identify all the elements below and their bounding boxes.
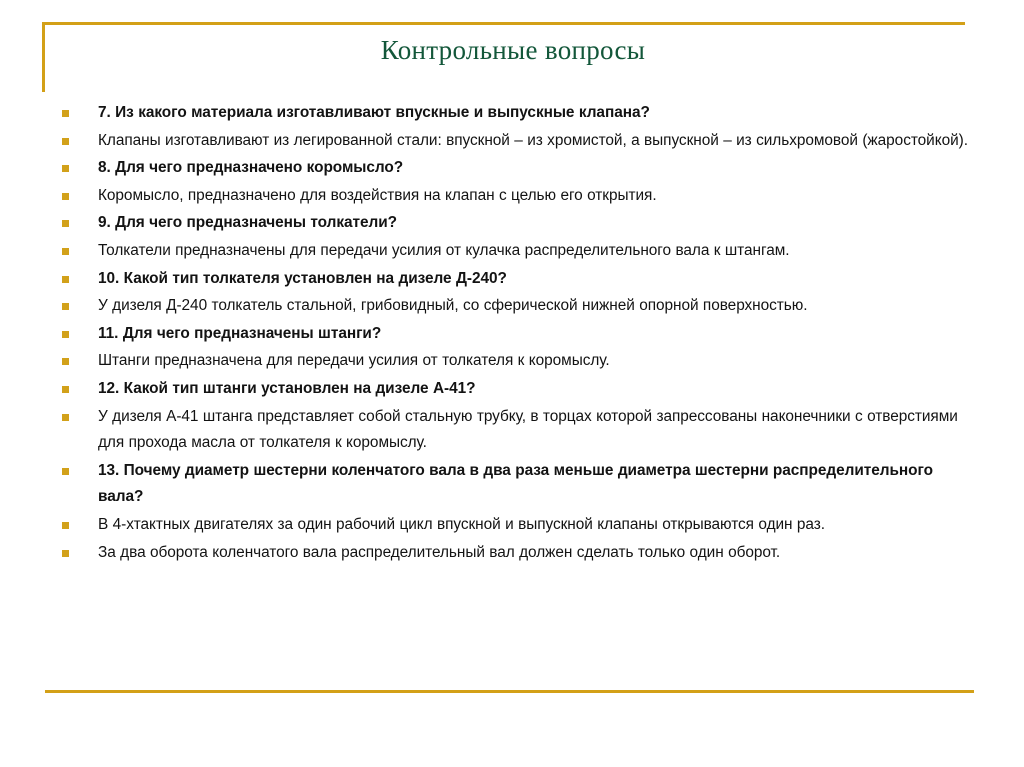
bullet-text: У дизеля Д-240 толкатель стальной, грибовидный, со сферической нижней опорной поверхностью.: [98, 297, 808, 315]
square-bullet-icon: [62, 138, 69, 145]
answer-item: [58, 540, 968, 567]
question-item: [58, 100, 968, 127]
answer-item: [58, 183, 968, 210]
square-bullet-icon: [62, 276, 69, 283]
answer-item: [58, 348, 968, 375]
bullet-text: Клапаны изготавливают из легированной стали: впускной – из хромистой, а выпускной – из сильхромовой (жаростойкой).: [98, 131, 968, 149]
square-bullet-icon: [62, 414, 69, 421]
square-bullet-icon: [62, 522, 69, 529]
bullet-text: За два оборота коленчатого вала распределительный вал должен сделать только один оборот.: [98, 543, 781, 561]
bullet-text: Штанги предназначена для передачи усилия от толкателя к коромыслу.: [98, 352, 610, 370]
square-bullet-icon: [62, 550, 69, 557]
question-item: [58, 376, 968, 403]
square-bullet-icon: [62, 165, 69, 172]
bullet-text: 11. Для чего предназначены штанги?: [98, 324, 382, 342]
question-list: [58, 100, 968, 567]
answer-item: [58, 293, 968, 320]
bullet-text: 7. Из какого материала изготавливают впускные и выпускные клапана?: [98, 104, 650, 121]
bullet-text: Толкатели предназначены для передачи усилия от кулачка распределительного вала к штангам.: [98, 241, 790, 259]
bullet-text: 13. Почему диаметр шестерни коленчатого вала в два раза меньше диаметра шестерни распределительного вала?: [98, 461, 933, 506]
bullet-text: 12. Какой тип штанги установлен на дизеле А-41?: [98, 379, 476, 397]
square-bullet-icon: [62, 303, 69, 310]
square-bullet-icon: [62, 193, 69, 200]
answer-item: [58, 404, 968, 457]
bullet-text: В 4-хтактных двигателях за один рабочий цикл впускной и выпускной клапаны открываются один раз.: [98, 515, 825, 533]
square-bullet-icon: [62, 110, 69, 117]
bullet-text: 10. Какой тип толкателя установлен на дизеле Д-240?: [98, 269, 507, 287]
title-top-rule: [42, 22, 965, 25]
square-bullet-icon: [62, 220, 69, 227]
square-bullet-icon: [62, 386, 69, 393]
square-bullet-icon: [62, 248, 69, 255]
title-left-rule: [42, 22, 45, 92]
square-bullet-icon: [62, 468, 69, 475]
question-item: [58, 321, 968, 348]
square-bullet-icon: [62, 358, 69, 365]
footer-rule: [45, 690, 974, 693]
bullet-text: 9. Для чего предназначены толкатели?: [98, 214, 398, 232]
square-bullet-icon: [62, 331, 69, 338]
answer-item: [58, 512, 968, 539]
bullet-text: У дизеля А-41 штанга представляет собой стальную трубку, в торцах которой запрессованы наконечники с отверстиями для прохода масла от толкателя к коромыслу.: [98, 407, 958, 452]
question-item: [58, 155, 968, 182]
answer-item: [58, 238, 968, 265]
question-item: [58, 266, 968, 293]
page-title: Контрольные вопросы: [380, 35, 646, 65]
question-item: [58, 210, 968, 237]
bullet-text: Коромысло, предназначено для воздействия на клапан с целью его открытия.: [98, 186, 657, 204]
answer-item: [58, 128, 968, 155]
question-item: [58, 458, 968, 511]
bullet-text: 8. Для чего предназначено коромысло?: [98, 159, 404, 177]
